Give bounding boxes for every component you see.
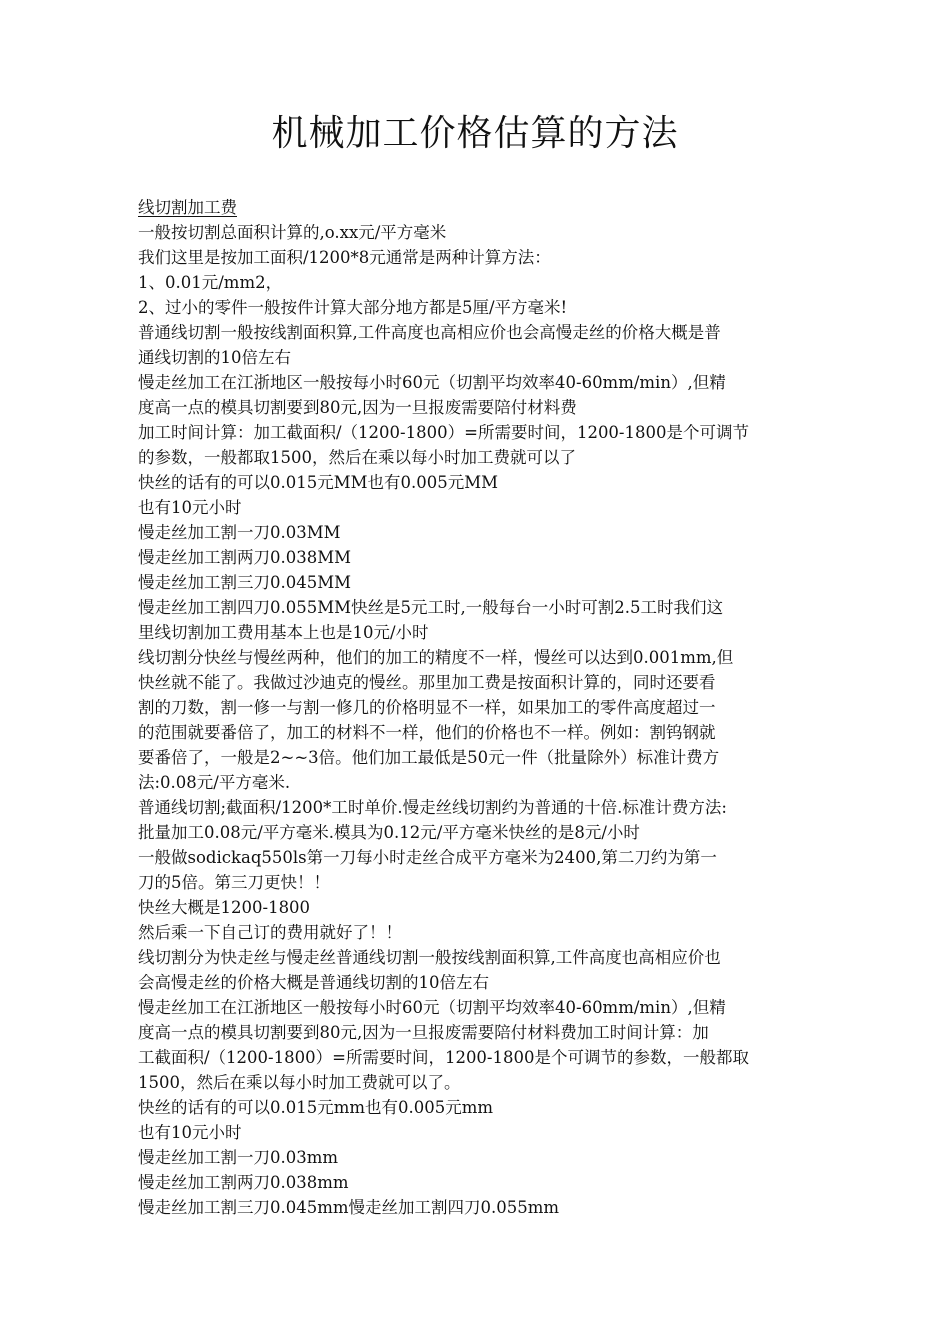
text-line: 然后乘一下自己订的费用就好了！！ bbox=[138, 923, 402, 942]
text-line: 慢走丝加工割三刀0.045MM bbox=[138, 573, 352, 592]
text-line: 度高一点的模具切割要到80元,因为一旦报废需要陪付材料费 bbox=[138, 398, 577, 417]
text-line: 一般按切割总面积计算的,o.xx元/平方毫米 bbox=[138, 223, 447, 242]
text-line: 也有10元小时 bbox=[138, 498, 242, 517]
text-line: 的范围就要番倍了，加工的材料不一样，他们的价格也不一样。例如：割钨钢就 bbox=[138, 723, 716, 742]
text-line: 快丝就不能了。我做过沙迪克的慢丝。那里加工费是按面积计算的，同时还要看 bbox=[138, 673, 716, 692]
text-line: 的参数，一般都取1500，然后在乘以每小时加工费就可以了 bbox=[138, 448, 576, 467]
text-line: 慢走丝加工在江浙地区一般按每小时60元（切割平均效率40-60mm/min）,但精 bbox=[138, 998, 726, 1017]
text-line: 工截面积/（1200-1800）=所需要时间，1200-1800是个可调节的参数，一般都取 bbox=[138, 1048, 749, 1067]
text-line: 2、过小的零件一般按件计算大部分地方都是5厘/平方毫米! bbox=[138, 298, 568, 317]
text-line: 也有10元小时 bbox=[138, 1123, 242, 1142]
section-heading: 线切割加工费 bbox=[138, 198, 237, 217]
text-line: 慢走丝加工在江浙地区一般按每小时60元（切割平均效率40-60mm/min）,但精 bbox=[138, 373, 726, 392]
text-line: 会高慢走丝的价格大概是普通线切割的10倍左右 bbox=[138, 973, 489, 992]
text-line: 加工时间计算：加工截面积/（1200-1800）=所需要时间，1200-1800是个可调节 bbox=[138, 423, 749, 442]
text-line: 快丝的话有的可以0.015元MM也有0.005元MM bbox=[138, 473, 499, 492]
text-line: 慢走丝加工割四刀0.055MM快丝是5元工时,一般每台一小时可割2.5工时我们这 bbox=[138, 598, 724, 617]
text-line: 刀的5倍。第三刀更快！！ bbox=[138, 873, 330, 892]
text-line: 1500，然后在乘以每小时加工费就可以了。 bbox=[138, 1073, 461, 1092]
text-line: 线切割分快丝与慢丝两种，他们的加工的精度不一样，慢丝可以达到0.001mm,但 bbox=[138, 648, 734, 667]
text-line: 普通线切割一般按线割面积算,工件高度也高相应价也会高慢走丝的价格大概是普 bbox=[138, 323, 721, 342]
document-body bbox=[138, 195, 838, 1220]
text-line: 慢走丝加工割两刀0.038mm bbox=[138, 1173, 349, 1192]
text-line: 快丝大概是1200-1800 bbox=[138, 898, 311, 917]
text-line: 法:0.08元/平方毫米. bbox=[138, 773, 291, 792]
text-line: 一般做sodickaq550ls第一刀每小时走丝合成平方毫米为2400,第二刀约为第一 bbox=[138, 848, 717, 867]
text-line: 快丝的话有的可以0.015元mm也有0.005元mm bbox=[138, 1098, 494, 1117]
text-line: 慢走丝加工割三刀0.045mm慢走丝加工割四刀0.055mm bbox=[138, 1198, 560, 1217]
text-line: 要番倍了，一般是2~~3倍。他们加工最低是50元一件（批量除外）标准计费方 bbox=[138, 748, 720, 767]
text-line: 度高一点的模具切割要到80元,因为一旦报废需要陪付材料费加工时间计算：加 bbox=[138, 1023, 709, 1042]
text-line: 慢走丝加工割一刀0.03mm bbox=[138, 1148, 339, 1167]
text-line: 慢走丝加工割两刀0.038MM bbox=[138, 548, 352, 567]
text-line: 批量加工0.08元/平方毫米.模具为0.12元/平方毫米快丝的是8元/小时 bbox=[138, 823, 640, 842]
paragraph-lines bbox=[138, 220, 838, 1220]
text-line: 1、0.01元/mm2， bbox=[138, 273, 283, 292]
text-line: 线切割分为快走丝与慢走丝普通线切割一般按线割面积算,工件高度也高相应价也 bbox=[138, 948, 721, 967]
text-line: 里线切割加工费用基本上也是10元/小时 bbox=[138, 623, 429, 642]
document-title: 机械加工价格估算的方法 bbox=[271, 113, 679, 154]
text-line: 我们这里是按加工面积/1200*8元通常是两种计算方法： bbox=[138, 248, 551, 267]
text-line: 通线切割的10倍左右 bbox=[138, 348, 291, 367]
text-line: 普通线切割;截面积/1200*工时单价.慢走丝线切割约为普通的十倍.标准计费方法: bbox=[138, 798, 727, 817]
text-line: 割的刀数，割一修一与割一修几的价格明显不一样，如果加工的零件高度超过一 bbox=[138, 698, 716, 717]
text-line: 慢走丝加工割一刀0.03MM bbox=[138, 523, 341, 542]
